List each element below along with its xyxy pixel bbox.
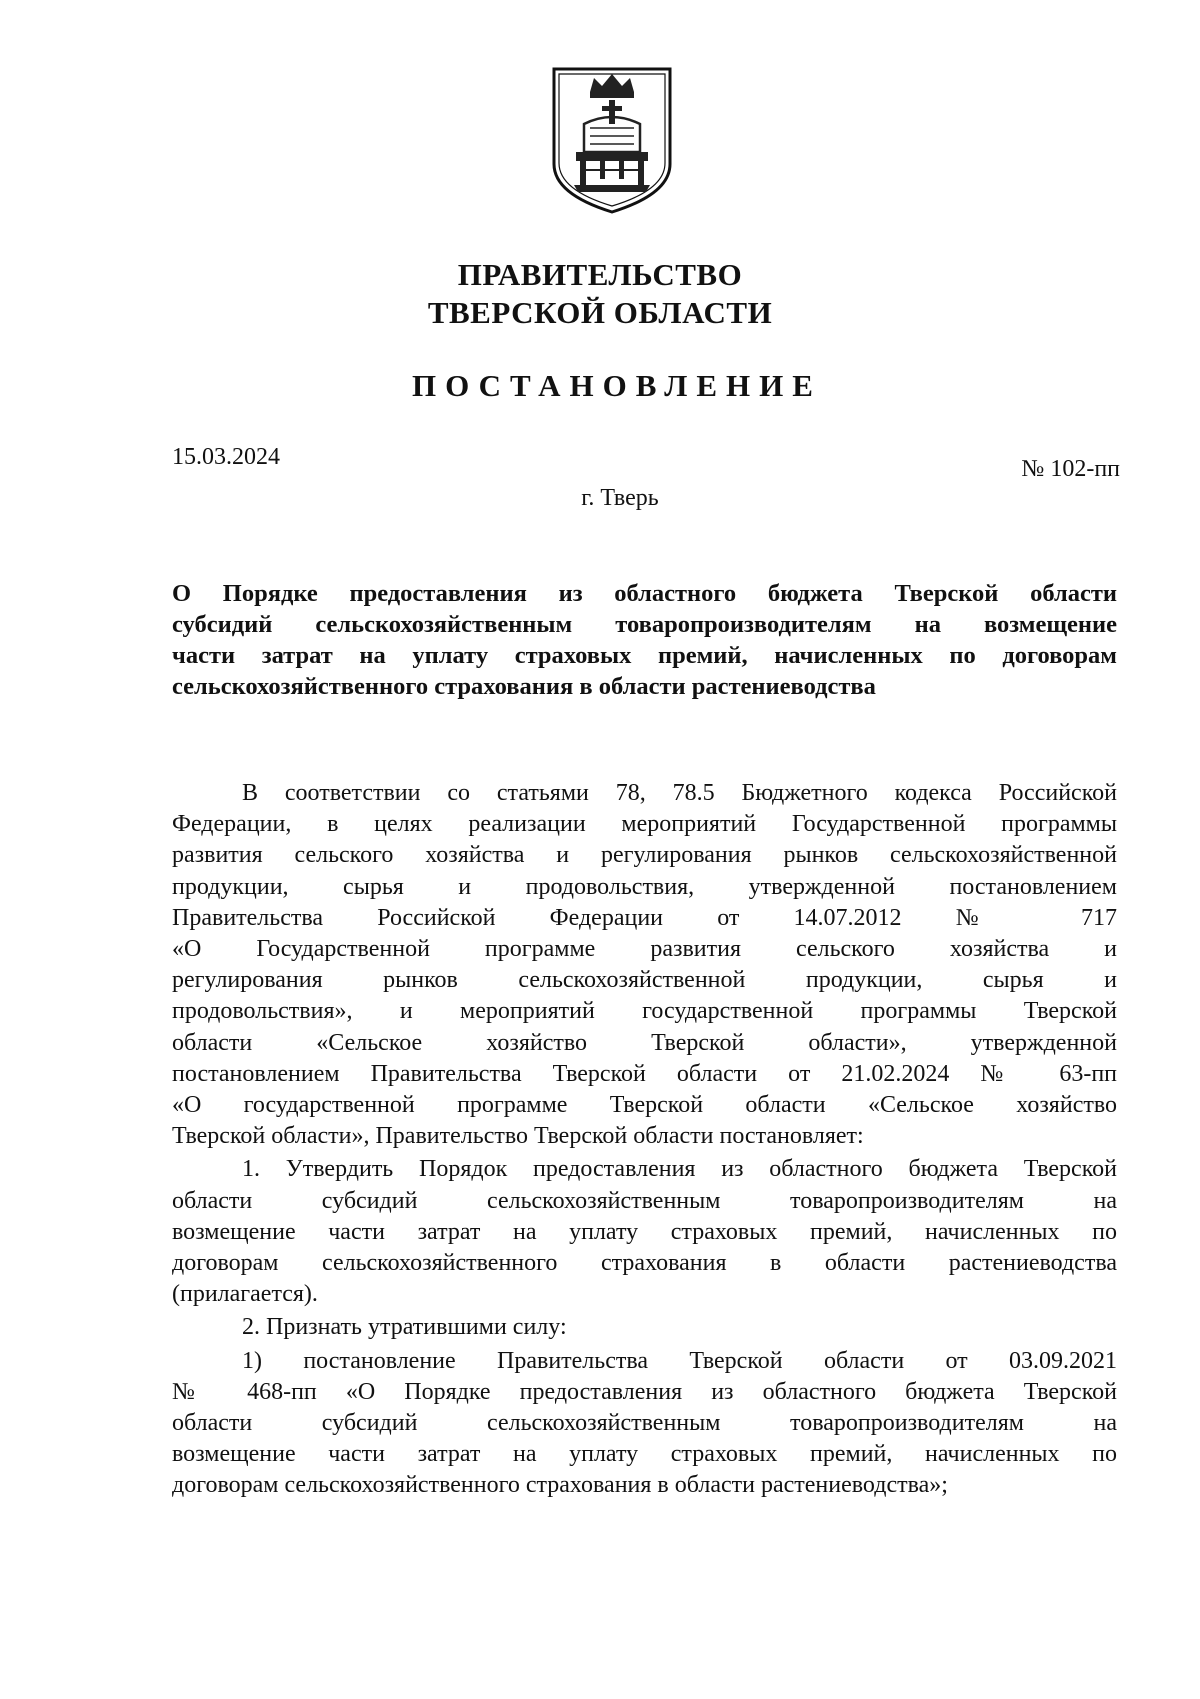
document-number: № 102-пп: [1021, 456, 1120, 482]
body-line: «О государственной программе Тверской области «Сельское хозяйство: [172, 1092, 1117, 1119]
item-2-1-paragraph: [172, 1346, 1117, 1502]
body-line: 2. Признать утратившими силу:: [242, 1314, 567, 1341]
tver-coat-of-arms-icon: [550, 66, 674, 216]
org-name-line-1: ПРАВИТЕЛЬСТВО: [457, 257, 743, 292]
body-line: (прилагается).: [172, 1281, 318, 1308]
org-name-line-2: ТВЕРСКОЙ ОБЛАСТИ: [427, 295, 773, 330]
body-line: договорам сельскохозяйственного страхования в области растениеводства»;: [172, 1472, 948, 1499]
body-line: 1. Утвердить Порядок предоставления из областного бюджета Тверской: [242, 1156, 1117, 1183]
body-line: «О Государственной программе развития сельского хозяйства и: [172, 936, 1117, 963]
body-line: области «Сельское хозяйство Тверской области», утвержденной: [172, 1029, 1117, 1056]
body-line: В соответствии со статьями 78, 78.5 Бюджетного кодекса Российской: [242, 780, 1117, 806]
body-line: Тверской области», Правительство Тверской области постановляет:: [172, 1123, 864, 1150]
title-line: субсидий сельскохозяйственным товаропроизводителям на возмещение: [172, 611, 1117, 638]
body-line: договорам сельскохозяйственного страхования в области растениеводства: [172, 1250, 1117, 1277]
document-city: г. Тверь: [581, 485, 659, 511]
document-body: [172, 778, 1117, 1504]
body-line: продовольствия», и мероприятий государственной программы Тверской: [172, 998, 1117, 1025]
title-line: О Порядке предоставления из областного бюджета Тверской области: [172, 580, 1117, 607]
item-2-paragraph: [172, 1312, 1117, 1343]
body-line: развития сельского хозяйства и регулирования рынков сельскохозяйственной: [172, 842, 1117, 869]
body-line: Правительства Российской Федерации от 14.07.2012 № 717: [172, 904, 1117, 931]
title-line: сельскохозяйственного страхования в области растениеводства: [172, 673, 876, 700]
body-line: возмещение части затрат на уплату страховых премий, начисленных по: [172, 1441, 1117, 1468]
body-line: Федерации, в целях реализации мероприятий Государственной программы: [172, 811, 1117, 838]
body-line: области субсидий сельскохозяйственным товаропроизводителям на: [172, 1410, 1117, 1437]
body-line: № 468-пп «О Порядке предоставления из областного бюджета Тверской: [172, 1378, 1117, 1405]
document-title: [172, 578, 1117, 702]
body-line: постановлением Правительства Тверской области от 21.02.2024 № 63-пп: [172, 1060, 1117, 1087]
body-line: продукции, сырья и продовольствия, утвержденной постановлением: [172, 873, 1117, 900]
body-line: 1) постановление Правительства Тверской области от 03.09.2021: [242, 1347, 1117, 1374]
document-type: ПОСТАНОВЛЕНИЕ: [412, 368, 822, 403]
body-line: регулирования рынков сельскохозяйственной продукции, сырья и: [172, 967, 1117, 994]
body-line: возмещение части затрат на уплату страховых премий, начисленных по: [172, 1218, 1117, 1245]
document-date: 15.03.2024: [172, 444, 280, 470]
title-line: части затрат на уплату страховых премий, начисленных по договорам: [172, 642, 1117, 669]
item-1-paragraph: [172, 1154, 1117, 1310]
body-line: области субсидий сельскохозяйственным товаропроизводителям на: [172, 1187, 1117, 1214]
preamble-paragraph: [172, 778, 1117, 1152]
